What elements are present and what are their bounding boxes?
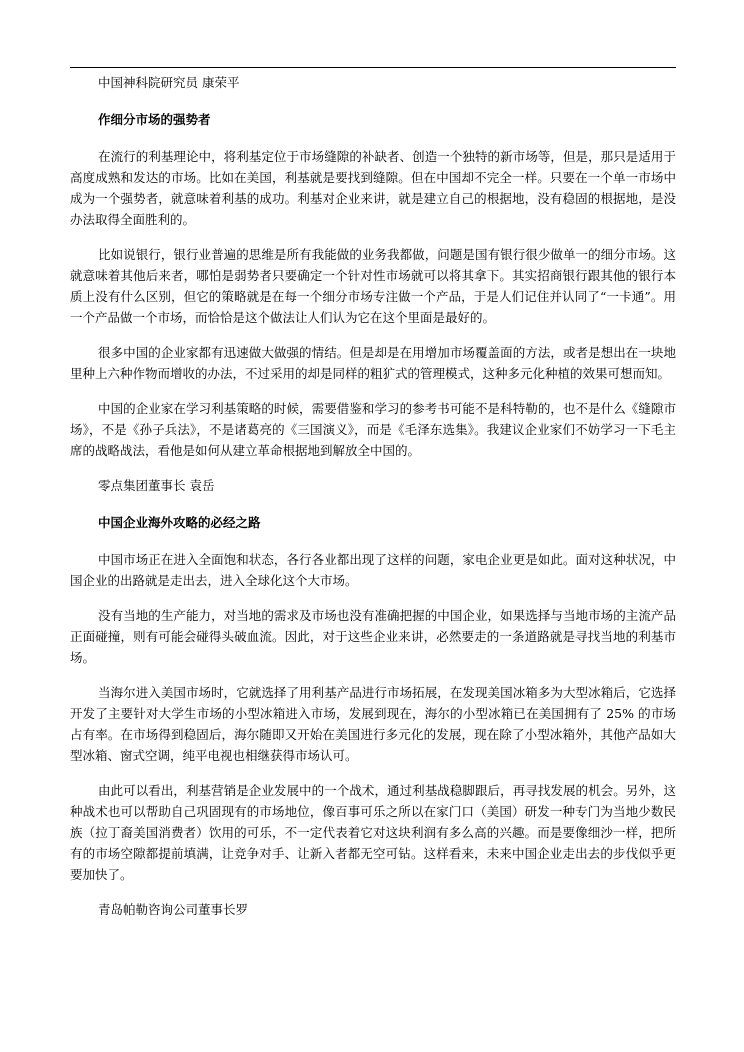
paragraph-6: 没有当地的生产能力，对当地的需求及市场也没有准确把握的中国企业，如果选择与当地市场的主流产品正面碰撞，则有可能会碰得头破血流。因此，对于这些企业来讲，必然要走的一条道路就是寻找当地的利基市场。: [70, 608, 676, 665]
paragraph-2: 比如说银行，银行业普遍的思维是所有我能做的业务我都做，问题是国有银行很少做单一的细分市场。这就意味着其他后来者，哪怕是弱势者只要确定一个针对性市场就可以将其拿下。其实招商银行跟其他的银行本质上没有什么区别，但它的策略就是在每一个细分市场专注做一个产品，于是人们记住并认同了“一卡通”。用一个产品做一个市场，而恰恰是这个做法让人们认为它在这个里面是最好的。: [70, 247, 676, 325]
paragraph-1: 在流行的利基理论中，将利基定位于市场缝隙的补缺者、创造一个独特的新市场等，但是，那只是适用于高度成熟和发达的市场。比如在美国，利基就是要找到缝隙。但在中国却不完全一样。只要在一个单一市场中成为一个强势者，就意味着利基的成功。利基对企业来讲，就是建立自己的根据地，没有稳固的根据地，是没办法取得全面胜利的。: [70, 149, 676, 227]
paragraph-8: 由此可以看出，利基营销是企业发展中的一个战术，通过利基战稳脚跟后，再寻找发展的机会。另外，这种战术也可以帮助自己巩固现有的市场地位，像百事可乐之所以在家门口（美国）研发一种专门为当地少数民族（拉丁裔美国消费者）饮用的可乐，不一定代表着它对这块利润有多么高的兴趣。而是要像细沙一样，把所有的市场空隙都提前填满，让竞争对手、让新入者都无空可钻。这样看来，未来中国企业走出去的步伐似乎更要加快了。: [70, 783, 676, 882]
paragraph-4: 中国的企业家在学习利基策略的时候，需要借鉴和学习的参考书可能不是科特勒的，也不是什么《缝隙市场》，不是《孙子兵法》，不是诸葛亮的《三国演义》，而是《毛泽东选集》。我建议企业家们不妨学习一下毛主席的战略战法，看他是如何从建立革命根据地到解放全中国的。: [70, 401, 676, 458]
paragraph-5: 中国市场正在进入全面饱和状态，各行各业都出现了这样的问题，家电企业更是如此。面对这种状况，中国企业的出路就是走出去，进入全球化这个大市场。: [70, 552, 676, 588]
author-byline-luo: 青岛帕勒咨询公司董事长罗: [98, 902, 249, 917]
section-heading-overseas: 中国企业海外攻略的必经之路: [98, 515, 261, 530]
paragraph-3: 很多中国的企业家都有迅速做大做强的情结。但是却是在用增加市场覆盖面的方法，或者是想出在一块地里种上六种作物而增收的办法，不过采用的却是同样的粗犷式的管理模式，这种多元化种植的效果可想而知。: [70, 345, 676, 381]
article-body: [70, 72, 676, 920]
header-rule: [70, 67, 676, 68]
author-byline-yuan: 零点集团董事长 袁岳: [98, 478, 215, 493]
author-byline-kang: 中国神科院研究员 康荣平: [98, 75, 240, 90]
section-heading-niche-leader: 作细分市场的强势者: [98, 112, 211, 127]
paragraph-7: 当海尔进入美国市场时，它就选择了用利基产品进行市场拓展，在发现美国冰箱多为大型冰箱后，它选择开发了主要针对大学生市场的小型冰箱进入市场，发展到现在，海尔的小型冰箱已在美国拥有了 25% 的市场占有率。在市场得到稳固后，海尔随即又开始在美国进行多元化的发展，现在除了小型冰箱外，其他产品如大型冰箱、窗式空调，纯平电视也相继获得市场认可。: [70, 685, 676, 763]
